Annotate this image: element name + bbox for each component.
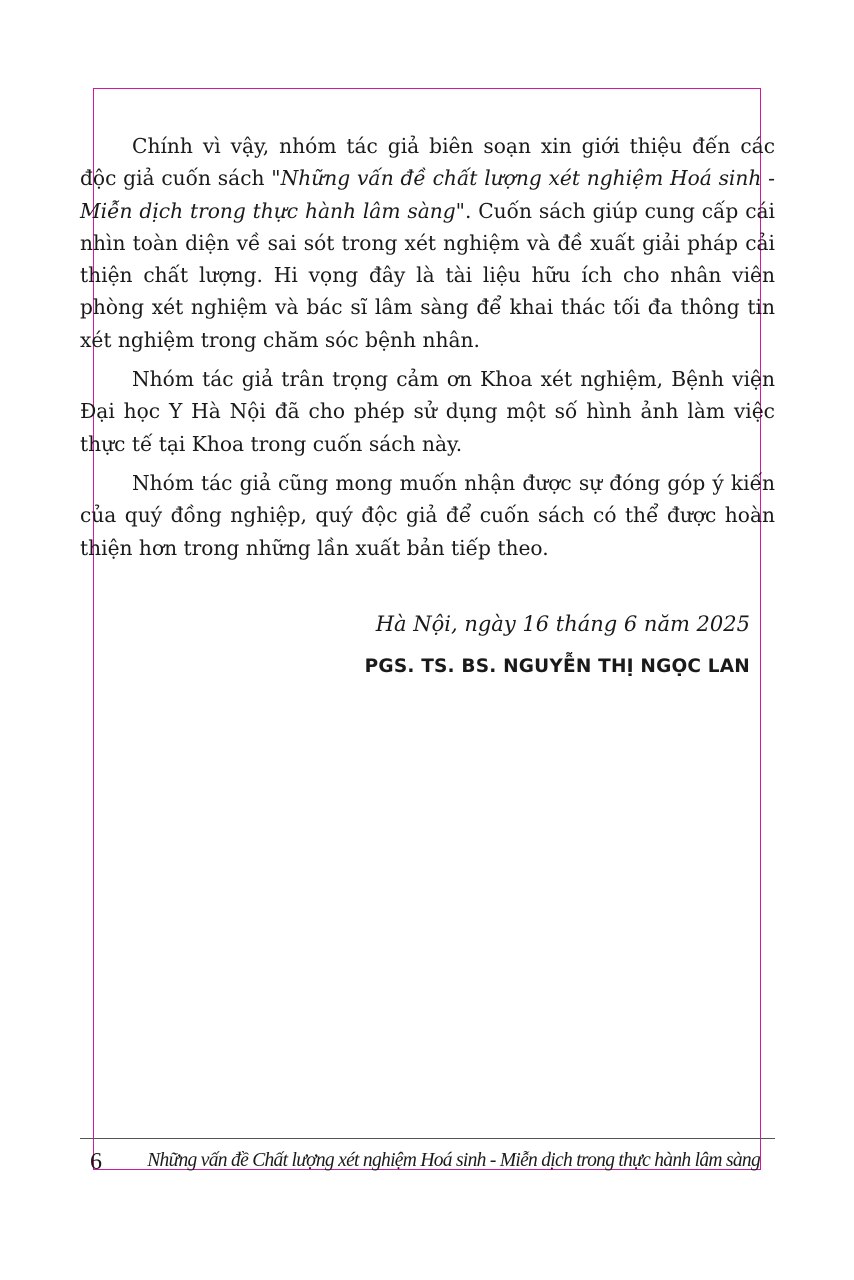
book-title: Những vấn đề chất lượng xét nghiệm Hoá sinh - Miễn dịch trong thực hành lâm sàng [80,166,775,223]
footer-rule [80,1138,775,1139]
signature-date: Hà Nội, ngày 16 tháng 6 năm 2025 [375,612,750,636]
body-text [80,130,775,571]
paragraph-thanks: Nhóm tác giả trân trọng cảm ơn Khoa xét nghiệm, Bệnh viện Đại học Y Hà Nội đã cho phép sử dụng một số hình ảnh làm việc thực tế tại Khoa trong cuốn sách này. [80,367,775,456]
signature-name: PGS. TS. BS. NGUYỄN THỊ NGỌC LAN [364,656,750,677]
running-title: Những vấn đề Chất lượng xét nghiệm Hoá sinh - Miễn dịch trong thực hành lâm sàng [147,1150,760,1171]
paragraph-intro [80,130,775,356]
page-number: 6 [90,1149,102,1175]
paragraph-feedback: Nhóm tác giả cũng mong muốn nhận được sự đóng góp ý kiến của quý đồng nghiệp, quý độc giả để cuốn sách có thể được hoàn thiện hơn trong những lần xuất bản tiếp theo. [80,470,775,560]
paragraph-intro-start: Chính vì vậy, nhóm tác giả biên soạn xin giới thiệu đến các độc giả cuốn sách " [80,134,775,191]
paragraph-intro-end: ". Cuốn sách giúp cung cấp cái nhìn toàn diện về sai sót trong xét nghiệm và đề xuất giải pháp cải thiện chất lượng. Hi vọng đây là tài liệu hữu ích cho nhân viên phòng xét nghiệm và bác sĩ lâm sàng để khai thác tối đa thông tin xét nghiệm trong chăm sóc bệnh nhân. [80,198,775,352]
